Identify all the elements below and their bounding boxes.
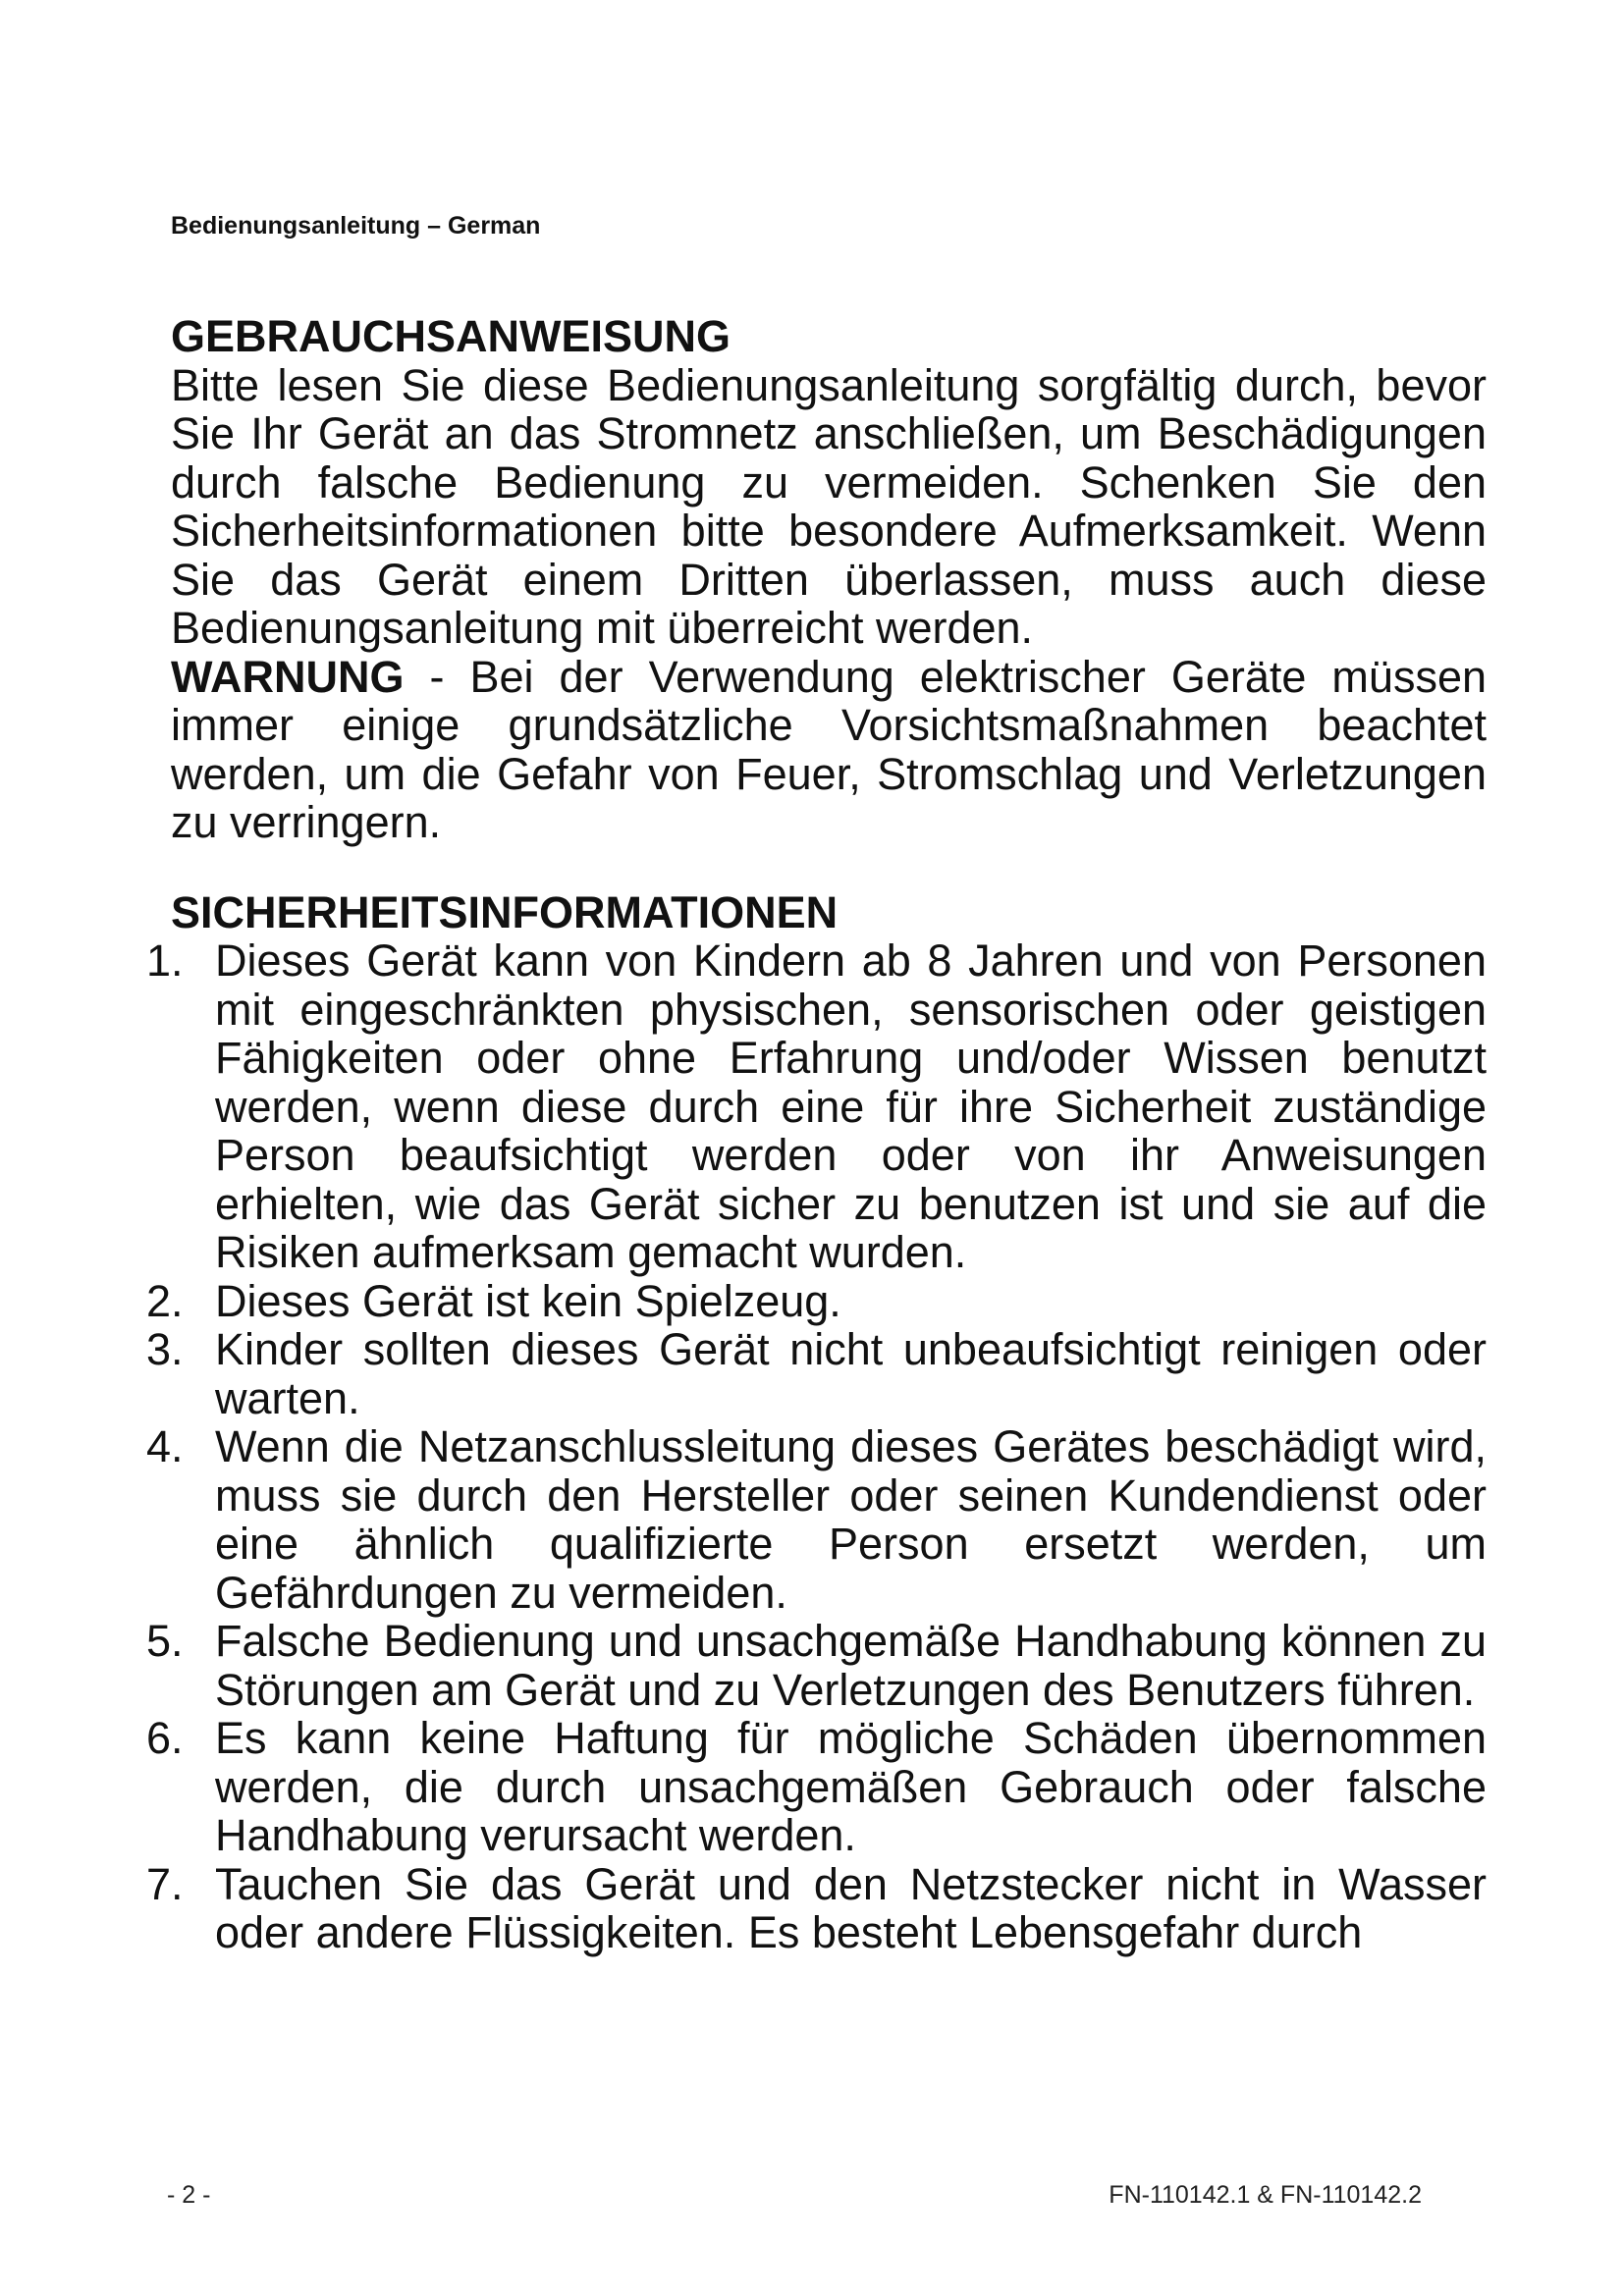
warning-label: WARNUNG — [171, 651, 405, 702]
list-item — [146, 1617, 1487, 1714]
list-item — [146, 1422, 1487, 1617]
list-item-number: 1. — [146, 935, 184, 986]
list-item-text: Kinder sollten dieses Gerät nicht unbeaufsichtigt reinigen oder warten. — [215, 1324, 1487, 1423]
warning-text: - Bei der Verwendung elektrischer Geräte müssen immer einige grundsätzliche Vorsichtsmaßnahmen beachtet werden, um die Gefahr von Feuer, Stromschlag und Verletzungen zu verringern. — [171, 651, 1487, 847]
list-item-number: 3. — [146, 1324, 184, 1374]
intro-paragraph: Bitte lesen Sie diese Bedienungsanleitung sorgfältig durch, bevor Sie Ihr Gerät an das Stromnetz anschließen, um Beschädigungen durch falsche Bedienung zu vermeiden. Schenken Sie den Sicherheitsinformationen bitte besondere Aufmerksamkeit. Wenn Sie das Gerät einem Dritten überlassen, muss auch diese Bedienungsanleitung mit überreicht werden. — [171, 359, 1487, 653]
list-item-number: 4. — [146, 1421, 184, 1471]
warning-paragraph — [171, 653, 1487, 847]
list-item-number: 5. — [146, 1616, 184, 1666]
list-item-text: Dieses Gerät kann von Kindern ab 8 Jahren und von Personen mit eingeschränkten physischen, sensorischen oder geistigen Fähigkeiten oder ohne Erfahrung und/oder Wissen benutzt werden, wenn diese durch eine für ihre Sicherheit zuständige Person beaufsichtigt werden oder von ihr Anweisungen erhielten, wie das Gerät sicher zu benutzen ist und sie auf die Risiken aufmerksam gemacht wurden. — [215, 935, 1487, 1277]
list-item-text: Dieses Gerät ist kein Spielzeug. — [215, 1275, 841, 1326]
list-item — [146, 1277, 1487, 1326]
list-item — [146, 1325, 1487, 1422]
list-item-text: Es kann keine Haftung für mögliche Schäden übernommen werden, die durch unsachgemäßen Gebrauch oder falsche Handhabung verursacht werden. — [215, 1713, 1487, 1860]
list-item — [146, 1714, 1487, 1860]
document-header-label: Bedienungsanleitung – German — [171, 212, 541, 240]
list-item-number: 6. — [146, 1713, 184, 1763]
main-content — [146, 311, 1487, 1957]
footer-page-number: - 2 - — [167, 2181, 211, 2209]
footer-model-number: FN-110142.1 & FN-110142.2 — [1109, 2181, 1422, 2209]
list-item-number: 7. — [146, 1858, 184, 1909]
list-item — [146, 936, 1487, 1277]
section-title-gebrauchsanweisung: GEBRAUCHSANWEISUNG — [171, 311, 731, 361]
list-item-text: Wenn die Netzanschlussleitung dieses Gerätes beschädigt wird, muss sie durch den Hersteller oder seinen Kundendienst oder eine ähnlich qualifizierte Person ersetzt werden, um Gefährdungen zu vermeiden. — [215, 1421, 1487, 1618]
section-gap — [171, 847, 1487, 888]
list-item-text: Falsche Bedienung und unsachgemäße Handhabung können zu Störungen am Gerät und zu Verletzungen des Benutzers führen. — [215, 1616, 1487, 1715]
section-title-sicherheitsinformationen: SICHERHEITSINFORMATIONEN — [171, 886, 839, 937]
list-item-text: Tauchen Sie das Gerät und den Netzstecker nicht in Wasser oder andere Flüssigkeiten. Es besteht Lebensgefahr durch — [215, 1858, 1487, 1957]
safety-list — [146, 936, 1487, 1957]
list-item — [146, 1860, 1487, 1957]
list-item-number: 2. — [146, 1275, 184, 1326]
